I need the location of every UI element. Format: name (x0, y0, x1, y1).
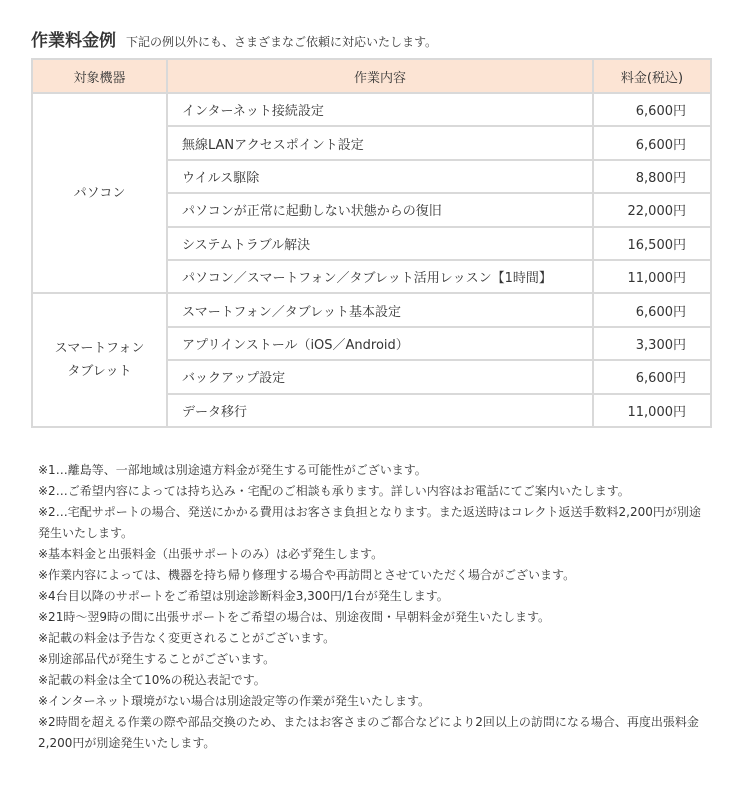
fee-cell: 3,300円 (593, 327, 711, 360)
note-item: ※基本料金と出張料金（出張サポートのみ）は必ず発生します。 (38, 547, 384, 561)
section-heading (31, 26, 437, 51)
task-cell: スマートフォン／タブレット基本設定 (167, 293, 593, 326)
fee-cell: 6,600円 (593, 293, 711, 326)
fee-cell: 11,000円 (593, 260, 711, 293)
note-item: ※記載の料金は予告なく変更されることがございます。 (38, 631, 336, 645)
fee-cell: 6,600円 (593, 93, 711, 126)
note-item: ※別途部品代が発生することがございます。 (38, 652, 276, 666)
note-item: ※2時間を超える作業の際や部品交換のため、またはお客さまのご都合などにより2回以上の訪問になる場合、再度出張料金2,200円が別途発生いたします。 (38, 715, 699, 750)
note-item: ※作業内容によっては、機器を持ち帰り修理する場合や再訪問とさせていただく場合がございます。 (38, 568, 576, 582)
task-cell: アプリインストール（iOS／Android） (167, 327, 593, 360)
device-cell-pc (32, 93, 167, 293)
fee-cell: 6,600円 (593, 126, 711, 159)
task-cell: システムトラブル解決 (167, 227, 593, 260)
device-label: スマートフォン (54, 341, 145, 357)
task-cell: ウイルス駆除 (167, 160, 593, 193)
note-item: ※インターネット環境がない場合は別途設定等の作業が発生いたします。 (38, 694, 431, 708)
task-cell: パソコン／スマートフォン／タブレット活用レッスン【1時間】 (167, 260, 593, 293)
fee-cell: 22,000円 (593, 193, 711, 226)
note-item: ※1…離島等、一部地域は別途遠方料金が発生する可能性がございます。 (38, 463, 427, 477)
note-item: ※2…宅配サポートの場合、発送にかかる費用はお客さま負担となります。また返送時はコレクト返送手数料2,200円が別途発生いたします。 (38, 505, 701, 540)
task-cell: 無線LANアクセスポイント設定 (167, 126, 593, 159)
table-header-row (32, 59, 711, 93)
fee-cell: 6,600円 (593, 360, 711, 393)
header-fee: 料金(税込) (593, 59, 711, 93)
fee-cell: 16,500円 (593, 227, 711, 260)
device-label: パソコン (73, 185, 126, 201)
device-label: タブレット (67, 364, 132, 380)
table-row (32, 293, 711, 326)
header-task: 作業内容 (167, 59, 593, 93)
device-cell-mobile (32, 293, 167, 427)
note-item: ※2…ご希望内容によっては持ち込み・宅配のご相談も承ります。詳しい内容はお電話にてご案内いたします。 (38, 484, 630, 498)
fee-cell: 11,000円 (593, 394, 711, 427)
price-table (31, 58, 712, 428)
note-item: ※21時～翌9時の間に出張サポートをご希望の場合は、別途夜間・早朝料金が発生いたします。 (38, 610, 551, 624)
note-item: ※4台目以降のサポートをご希望は別途診断料金3,300円/1台が発生します。 (38, 589, 449, 603)
section-title: 作業料金例 (31, 31, 116, 51)
table-row (32, 93, 711, 126)
note-item: ※記載の料金は全て10%の税込表記です。 (38, 673, 266, 687)
section-subtitle: 下記の例以外にも、さまざまなご依頼に対応いたします。 (126, 35, 438, 49)
task-cell: データ移行 (167, 394, 593, 427)
task-cell: バックアップ設定 (167, 360, 593, 393)
header-device: 対象機器 (32, 59, 167, 93)
notes-list (38, 460, 703, 754)
fee-cell: 8,800円 (593, 160, 711, 193)
task-cell: パソコンが正常に起動しない状態からの復旧 (167, 193, 593, 226)
task-cell: インターネット接続設定 (167, 93, 593, 126)
